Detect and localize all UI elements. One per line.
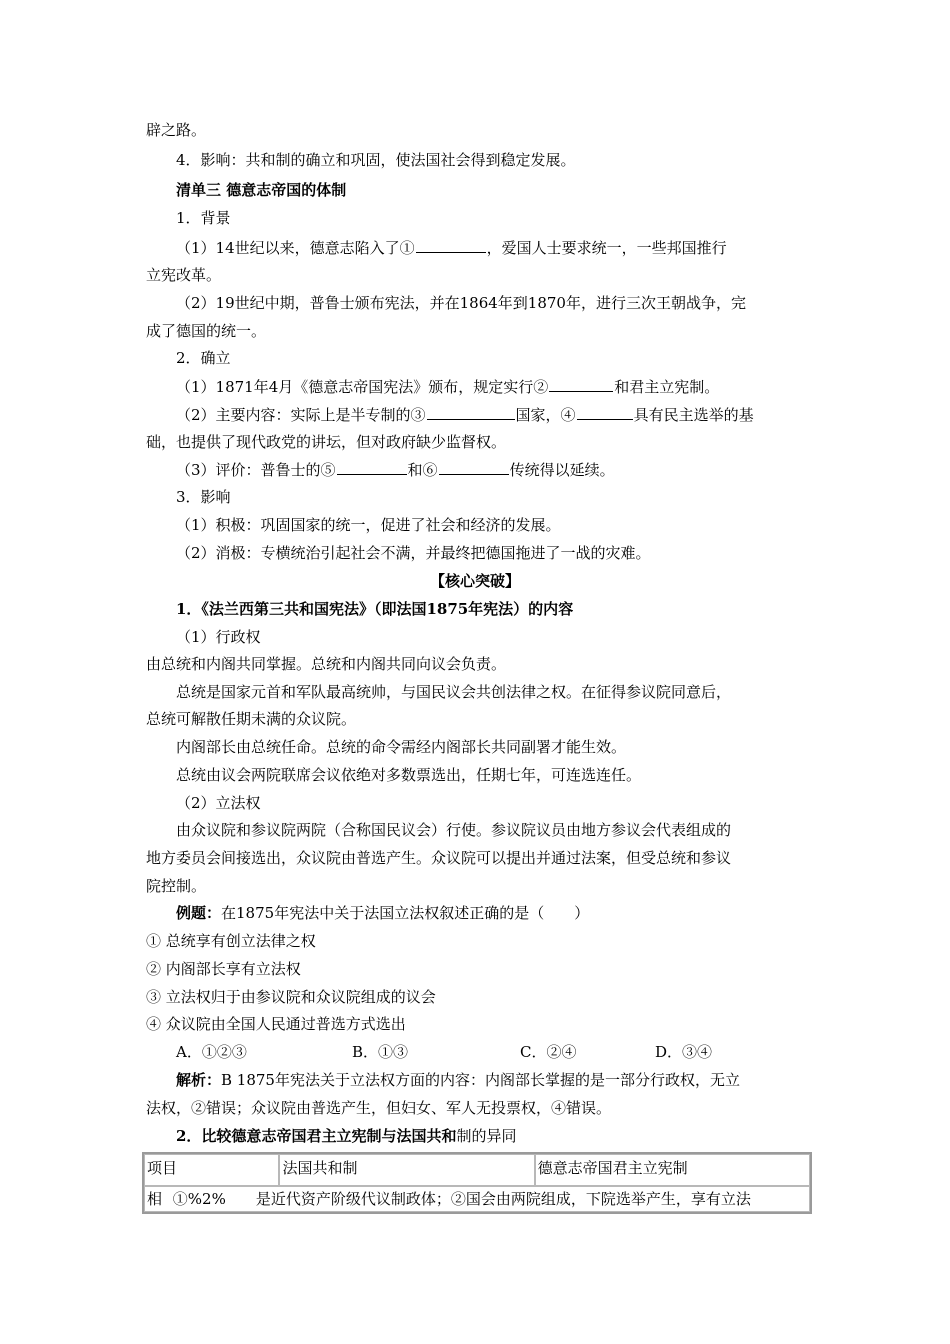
- text-span: 和君主立宪制。: [614, 378, 720, 396]
- comparison-table: [142, 1152, 812, 1214]
- subheading: 3．影响: [176, 488, 231, 506]
- row-text: ①%2% 是近代资产阶级代议制政体；②国会由两院组成，下院选举产生，享有立法: [172, 1190, 751, 1208]
- text-span: 制的异同: [456, 1127, 517, 1145]
- text-span: （1）1871年4月《德意志帝国宪法》颁布，规定实行②: [176, 378, 549, 396]
- fill-blank-3: [427, 404, 515, 420]
- question-stem: [176, 903, 589, 923]
- text-span: ，爱国人士要求统一，一些邦国推行: [486, 239, 727, 257]
- fill-blank-1: [416, 237, 486, 253]
- text-line: [176, 404, 754, 425]
- text-span: 具有民主选举的基: [633, 406, 754, 424]
- fill-blank-4: [577, 404, 633, 420]
- text-line: 辟之路。: [146, 121, 207, 139]
- section-heading: 1．《法兰西第三共和国宪法》（即法国1875年宪法）的内容: [176, 600, 574, 618]
- text-line: 立宪改革。: [146, 266, 222, 284]
- text-line: 4．影响：共和制的确立和巩固，使法国社会得到稳定发展。: [176, 151, 576, 169]
- text-line: （1）积极：巩固国家的统一，促进了社会和经济的发展。: [176, 516, 561, 534]
- text-span: （3）评价：普鲁士的⑤: [176, 461, 336, 479]
- table-header: 德意志帝国君主立宪制: [535, 1154, 810, 1186]
- text-span: （1）14世纪以来，德意志陷入了①: [176, 239, 415, 257]
- text-line: 法权，②错误；众议院由普选产生，但妇女、军人无投票权，④错误。: [146, 1099, 612, 1117]
- table-row: [144, 1186, 810, 1212]
- text-line: [176, 376, 719, 397]
- text-line: 由总统和内阁共同掌握。总统和内阁共同向议会负责。: [146, 655, 507, 673]
- statement-item: ① 总统享有创立法律之权: [146, 932, 316, 950]
- text-span: B 1875年宪法关于立法权方面的内容：内阁部长掌握的是一部分行政权，无立: [221, 1071, 740, 1089]
- option-c: C．②④: [520, 1043, 577, 1061]
- text-line: 总统可解散任期未满的众议院。: [146, 710, 357, 728]
- text-line: 地方委员会间接选出，众议院由普选产生。众议院可以提出并通过法案，但受总统和参议: [146, 849, 732, 867]
- text-line: [176, 237, 727, 258]
- section-heading: 【核心突破】: [429, 572, 520, 590]
- section-heading: [176, 1126, 516, 1146]
- subheading: 2．确立: [176, 349, 231, 367]
- text-line: 总统由议会两院联席会议依绝对多数票选出，任期七年，可连选连任。: [176, 766, 642, 784]
- text-line: （2）19世纪中期，普鲁士颁布宪法，并在1864年到1870年，进行三次王朝战争，完: [176, 294, 746, 312]
- statement-item: ② 内阁部长享有立法权: [146, 960, 301, 978]
- text-span: 和⑥: [407, 461, 438, 479]
- subheading: （1）行政权: [176, 628, 261, 646]
- text-span: 国家，④: [515, 406, 576, 424]
- analysis-label: 解析：: [176, 1071, 222, 1089]
- text-line: [176, 459, 615, 480]
- fill-blank-2: [549, 376, 613, 392]
- text-span: 2．比较德意志帝国君主立宪制与法国共和: [176, 1127, 457, 1145]
- table-header: 项目: [144, 1154, 279, 1186]
- text-span: 在1875年宪法中关于法国立法权叙述正确的是（ ）: [221, 904, 590, 922]
- subheading: 1．背景: [176, 209, 231, 227]
- answer-analysis: [176, 1070, 740, 1090]
- text-line: 础，也提供了现代政党的讲坛，但对政府缺少监督权。: [146, 433, 507, 451]
- text-line: （2）消极：专横统治引起社会不满，并最终把德国拖进了一战的灾难。: [176, 544, 651, 562]
- section-heading: 清单三 德意志帝国的体制: [176, 181, 347, 199]
- table-header: 法国共和制: [279, 1154, 534, 1186]
- text-line: 成了德国的统一。: [146, 322, 267, 340]
- option-a: A．①②③: [176, 1043, 247, 1061]
- fill-blank-5: [337, 459, 407, 475]
- table-cell: [144, 1186, 810, 1212]
- fill-blank-6: [439, 459, 509, 475]
- question-label: 例题：: [176, 904, 222, 922]
- table-header-row: [144, 1154, 810, 1186]
- statement-item: ③ 立法权归于由参议院和众议院组成的议会: [146, 988, 436, 1006]
- text-line: 内阁部长由总统任命。总统的命令需经内阁部长共同副署才能生效。: [176, 738, 627, 756]
- statement-item: ④ 众议院由全国人民通过普选方式选出: [146, 1015, 406, 1033]
- option-b: B．①③: [352, 1043, 409, 1061]
- text-line: 院控制。: [146, 877, 207, 895]
- option-d: D．③④: [655, 1043, 713, 1061]
- subheading: （2）立法权: [176, 794, 261, 812]
- text-line: 总统是国家元首和军队最高统帅，与国民议会共创法律之权。在征得参议院同意后，: [176, 683, 732, 701]
- text-span: （2）主要内容：实际上是半专制的③: [176, 406, 426, 424]
- text-span: 传统得以延续。: [509, 461, 615, 479]
- text-line: 由众议院和参议院两院（合称国民议会）行使。参议院议员由地方参议会代表组成的: [176, 821, 732, 839]
- row-label: 相: [147, 1190, 163, 1208]
